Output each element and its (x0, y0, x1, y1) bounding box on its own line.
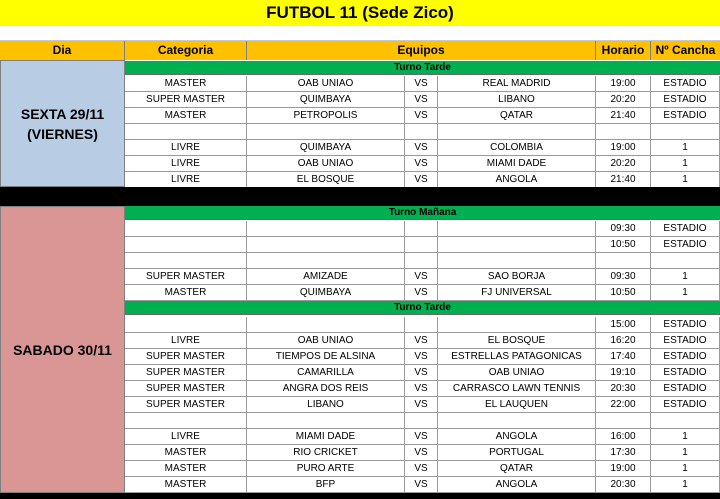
cell-vs: VS (405, 285, 438, 301)
header-row (0, 41, 720, 60)
table-row (125, 397, 720, 413)
cell-team-away: PORTUGAL (438, 445, 596, 461)
cell-horario: 16:00 (596, 429, 651, 445)
cell-cancha: 1 (651, 140, 720, 156)
cell-cancha: ESTADIO (651, 317, 720, 333)
friday-day-label: SEXTA 29/11 (20, 105, 105, 122)
cell-vs: VS (405, 477, 438, 493)
cell-horario: 15:00 (596, 317, 651, 333)
cell-vs: VS (405, 429, 438, 445)
cell-vs (405, 221, 438, 237)
cell-cancha: ESTADIO (651, 349, 720, 365)
cell-cancha: 1 (651, 461, 720, 477)
cell-vs (405, 237, 438, 253)
cell-team-home: PURO ARTE (247, 461, 405, 477)
cell-horario: 10:50 (596, 285, 651, 301)
cell-vs: VS (405, 365, 438, 381)
cell-vs (405, 124, 438, 140)
cell-categoria: SUPER MASTER (125, 381, 247, 397)
cell-team-home: MIAMI DADE (247, 429, 405, 445)
cell-team-away: QATAR (438, 461, 596, 477)
cell-vs: VS (405, 92, 438, 108)
table-row (125, 333, 720, 349)
cell-cancha: ESTADIO (651, 237, 720, 253)
table-row (125, 237, 720, 253)
turno-manana-saturday: Turno Mañana (125, 206, 720, 220)
cell-team-away: FJ UNIVERSAL (438, 285, 596, 301)
cell-team-home: EL BOSQUE (247, 172, 405, 188)
table-row (125, 349, 720, 365)
cell-categoria: MASTER (125, 477, 247, 493)
cell-team-home: OAB UNIAO (247, 76, 405, 92)
cell-team-home (247, 237, 405, 253)
cell-team-away: ANGOLA (438, 429, 596, 445)
cell-categoria: LIVRE (125, 172, 247, 188)
cell-categoria (125, 413, 247, 429)
cell-vs (405, 413, 438, 429)
table-row (125, 156, 720, 172)
cell-horario: 16:20 (596, 333, 651, 349)
day-friday (0, 60, 125, 187)
cell-categoria: SUPER MASTER (125, 92, 247, 108)
cell-team-home: QUIMBAYA (247, 140, 405, 156)
cell-team-away (438, 253, 596, 269)
day-saturday (0, 206, 125, 493)
table-row (125, 317, 720, 333)
table-row (125, 413, 720, 429)
cell-categoria: MASTER (125, 445, 247, 461)
cell-categoria: MASTER (125, 461, 247, 477)
cell-horario (596, 413, 651, 429)
cell-horario (596, 124, 651, 140)
cell-horario: 09:30 (596, 221, 651, 237)
table-row (125, 285, 720, 301)
cell-horario: 20:30 (596, 381, 651, 397)
header-dia: Dia (0, 41, 125, 60)
table-row (125, 429, 720, 445)
cell-team-home (247, 221, 405, 237)
cell-team-away: ANGOLA (438, 172, 596, 188)
bottom-border (0, 493, 720, 499)
cell-categoria (125, 317, 247, 333)
saturday-day-label: SABADO 30/11 (13, 341, 112, 358)
cell-team-away (438, 124, 596, 140)
cell-cancha: 1 (651, 269, 720, 285)
cell-vs (405, 317, 438, 333)
cell-categoria: MASTER (125, 76, 247, 92)
cell-team-home (247, 317, 405, 333)
cell-cancha: 1 (651, 429, 720, 445)
cell-horario: 19:10 (596, 365, 651, 381)
cell-vs: VS (405, 381, 438, 397)
cell-team-away: EL LAUQUEN (438, 397, 596, 413)
friday-weekday-label: (VIERNES) (27, 125, 98, 142)
cell-horario: 10:50 (596, 237, 651, 253)
cell-team-home: OAB UNIAO (247, 156, 405, 172)
header-equipos: Equipos (247, 41, 596, 60)
cell-horario: 20:20 (596, 92, 651, 108)
table-row (125, 461, 720, 477)
cell-team-away (438, 317, 596, 333)
cell-cancha: ESTADIO (651, 92, 720, 108)
cell-team-home: CAMARILLA (247, 365, 405, 381)
table-row (125, 221, 720, 237)
cell-cancha: ESTADIO (651, 397, 720, 413)
cell-vs: VS (405, 172, 438, 188)
cell-team-home: RIO CRICKET (247, 445, 405, 461)
cell-team-away: REAL MADRID (438, 76, 596, 92)
cell-horario: 21:40 (596, 172, 651, 188)
table-row (125, 140, 720, 156)
cell-team-away: EL BOSQUE (438, 333, 596, 349)
cell-vs: VS (405, 140, 438, 156)
cell-team-away: COLOMBIA (438, 140, 596, 156)
header-cancha: Nº Cancha (655, 43, 716, 57)
table-row (125, 445, 720, 461)
table-row (125, 253, 720, 269)
cell-vs: VS (405, 156, 438, 172)
cell-cancha: ESTADIO (651, 381, 720, 397)
cell-cancha: 1 (651, 285, 720, 301)
table-row (125, 365, 720, 381)
table-row (125, 92, 720, 108)
cell-team-home: PETROPOLIS (247, 108, 405, 124)
cell-horario: 19:00 (596, 140, 651, 156)
cell-team-away: MIAMI DADE (438, 156, 596, 172)
cell-categoria (125, 124, 247, 140)
cell-categoria: SUPER MASTER (125, 269, 247, 285)
header-categoria: Categoria (125, 41, 247, 60)
cell-team-home: LIBANO (247, 397, 405, 413)
cell-team-away: ANGOLA (438, 477, 596, 493)
cell-team-away: SAO BORJA (438, 269, 596, 285)
cell-categoria: LIVRE (125, 156, 247, 172)
cell-categoria: SUPER MASTER (125, 397, 247, 413)
cell-cancha: 1 (651, 477, 720, 493)
cell-vs: VS (405, 397, 438, 413)
cell-horario: 21:40 (596, 108, 651, 124)
cell-team-home: ANGRA DOS REIS (247, 381, 405, 397)
cell-team-away: LIBANO (438, 92, 596, 108)
cell-vs: VS (405, 108, 438, 124)
blank-spacer-row (0, 26, 720, 41)
cell-horario: 19:00 (596, 76, 651, 92)
cell-vs: VS (405, 349, 438, 365)
turno-tarde-saturday: Turno Tarde (125, 301, 720, 315)
table-row (125, 172, 720, 188)
table-row (125, 76, 720, 92)
cell-categoria: SUPER MASTER (125, 349, 247, 365)
cell-team-away: QATAR (438, 108, 596, 124)
cell-horario: 17:30 (596, 445, 651, 461)
cell-cancha: ESTADIO (651, 221, 720, 237)
cell-categoria: MASTER (125, 285, 247, 301)
cell-team-away (438, 221, 596, 237)
cell-team-home: TIEMPOS DE ALSINA (247, 349, 405, 365)
cell-cancha: 1 (651, 445, 720, 461)
cell-horario: 19:00 (596, 461, 651, 477)
cell-cancha (651, 253, 720, 269)
cell-cancha: ESTADIO (651, 365, 720, 381)
cell-team-away (438, 237, 596, 253)
table-row (125, 381, 720, 397)
cell-categoria: LIVRE (125, 140, 247, 156)
cell-team-home: QUIMBAYA (247, 92, 405, 108)
cell-cancha: 1 (651, 172, 720, 188)
cell-team-away: CARRASCO LAWN TENNIS (438, 381, 596, 397)
cell-team-away: OAB UNIAO (438, 365, 596, 381)
cell-categoria (125, 237, 247, 253)
cell-team-home (247, 124, 405, 140)
cell-cancha: ESTADIO (651, 333, 720, 349)
cell-vs: VS (405, 269, 438, 285)
cell-categoria: LIVRE (125, 429, 247, 445)
header-horario: Horario (596, 41, 651, 60)
cell-cancha (651, 124, 720, 140)
table-row (125, 108, 720, 124)
cell-vs: VS (405, 76, 438, 92)
cell-cancha: ESTADIO (651, 108, 720, 124)
cell-cancha (651, 413, 720, 429)
cell-horario (596, 253, 651, 269)
cell-team-home: OAB UNIAO (247, 333, 405, 349)
cell-horario: 09:30 (596, 269, 651, 285)
sheet-title: FUTBOL 11 (Sede Zico) (0, 0, 720, 26)
cell-vs: VS (405, 333, 438, 349)
cell-horario: 20:20 (596, 156, 651, 172)
cell-cancha: 1 (651, 156, 720, 172)
section-separator (0, 187, 720, 206)
cell-vs (405, 253, 438, 269)
cell-horario: 20:30 (596, 477, 651, 493)
cell-team-home: AMIZADE (247, 269, 405, 285)
cell-team-home (247, 253, 405, 269)
cell-team-away (438, 413, 596, 429)
cell-team-home: QUIMBAYA (247, 285, 405, 301)
cell-horario: 17:40 (596, 349, 651, 365)
cell-team-home: BFP (247, 477, 405, 493)
cell-categoria (125, 221, 247, 237)
cell-vs: VS (405, 461, 438, 477)
table-row (125, 124, 720, 140)
cell-categoria: SUPER MASTER (125, 365, 247, 381)
cell-categoria: MASTER (125, 108, 247, 124)
cell-categoria: LIVRE (125, 333, 247, 349)
table-row (125, 477, 720, 493)
turno-tarde-friday: Turno Tarde (125, 61, 720, 75)
cell-horario: 22:00 (596, 397, 651, 413)
cell-categoria (125, 253, 247, 269)
cell-cancha: ESTADIO (651, 76, 720, 92)
table-row (125, 269, 720, 285)
cell-team-away: ESTRELLAS PATAGONICAS (438, 349, 596, 365)
cell-vs: VS (405, 445, 438, 461)
cell-team-home (247, 413, 405, 429)
